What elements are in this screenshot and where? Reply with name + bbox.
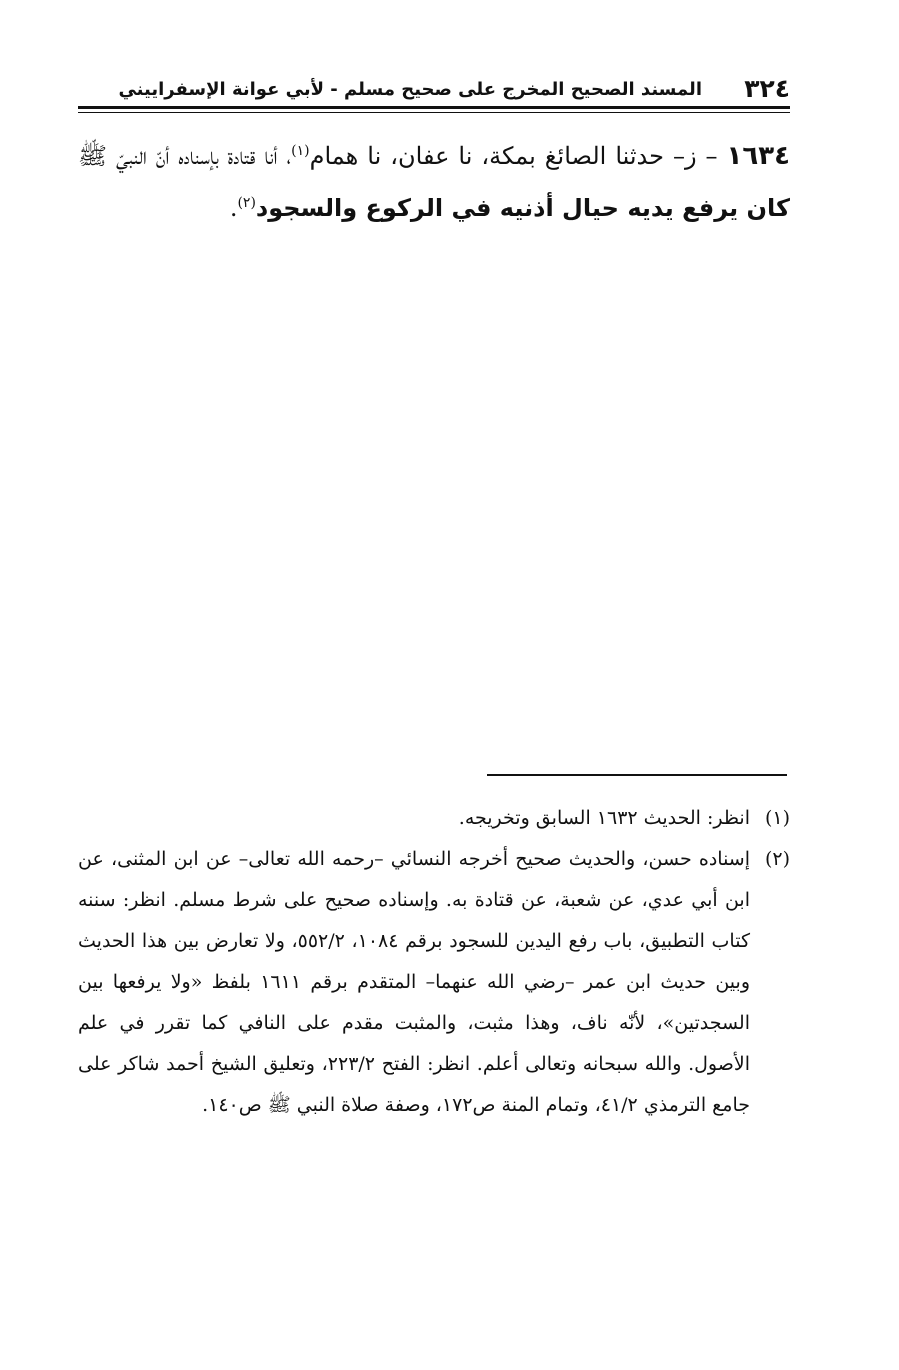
page-header [78, 74, 790, 104]
hadith-number: ١٦٣٤ [726, 141, 791, 171]
footnote-marker: (٢) [764, 848, 790, 870]
hadith-intro: – ز– حدثنا الصائغ بمكة، نا عفان، نا همام [309, 142, 727, 170]
hadith-text [78, 130, 790, 234]
hadith-matn: كان يرفع يديه حيال أذنيه في الركوع والسجود [255, 194, 790, 222]
footnote-text: إسناده حسن، والحديث صحيح أخرجه النسائي –رحمه الله تعالى– عن ابن المثنى، عن ابن أبي عدي، عن شعبة، عن قتادة به. وإسناده صحيح على شرط مسلم. انظر: سننه كتاب التطبيق، باب رفع اليدين للسجود برقم ١٠٨٤، ٥٥٢/٢، ولا تعارض بين هذا الحديث وبين حديث ابن عمر –رضي الله عنهما– المتقدم برقم ١٦١١ بلفظ «ولا يرفعها بين السجدتين»، لأنّه ناف، وهذا مثبت، والمثبت مقدم على النافي كما تقرر في علم الأصول. والله سبحانه وتعالى أعلم. انظر: الفتح ٢٢٣/٢، وتعليق الشيخ أحمد شاكر على جامع الترمذي ٤١/٢، وتمام المنة ص١٧٢، وصفة صلاة النبي ﷺ ص١٤٠. [78, 848, 750, 1116]
page-number: ٣٢٤ [744, 74, 790, 103]
hadith-end: . [229, 194, 238, 222]
hadith-middle: ، أنا قتادة بإسناده أنّ النبيّ ﷺ [78, 142, 292, 170]
footnote-ref-1[interactable]: (١) [291, 143, 310, 159]
footnotes [78, 798, 790, 1126]
footnote-1 [78, 798, 790, 839]
footnote-ref-2[interactable]: (٢) [237, 195, 256, 211]
running-title: المسند الصحيح المخرج على صحيح مسلم - لأبي عوانة الإسفراييني [118, 79, 702, 100]
footnote-separator [487, 774, 787, 776]
footnote-text: انظر: الحديث ١٦٣٢ السابق وتخريجه. [458, 807, 750, 829]
footnote-marker: (١) [764, 807, 790, 829]
header-rule-thick [78, 106, 790, 109]
header-rule-thin [78, 112, 790, 113]
footnote-2 [78, 839, 790, 1126]
